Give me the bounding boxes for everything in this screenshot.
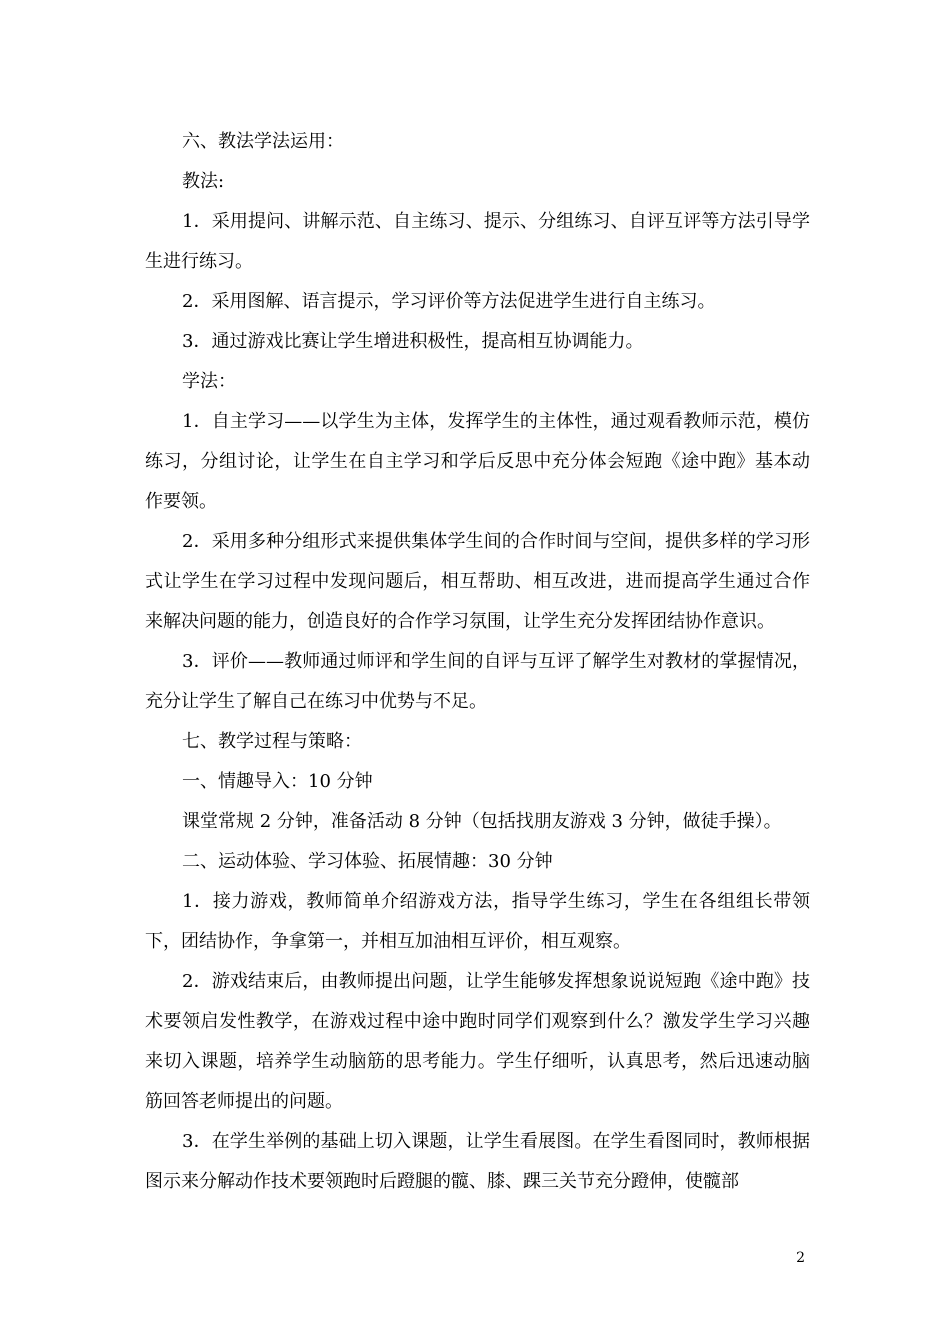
paragraph: 1．接力游戏，教师简单介绍游戏方法，指导学生练习，学生在各组组长带领下，团结协作，争拿第一，并相互加油相互评价，相互观察。 [145, 891, 810, 952]
paragraph: 1．自主学习——以学生为主体，发挥学生的主体性，通过观看教师示范，模仿练习，分组讨论，让学生在自主学习和学后反思中充分体会短跑《途中跑》基本动作要领。 [145, 411, 810, 512]
paragraph: 1．采用提问、讲解示范、自主练习、提示、分组练习、自评互评等方法引导学生进行练习。 [145, 211, 810, 272]
paragraph: 2．采用多种分组形式来提供集体学生间的合作时间与空间，提供多样的学习形式让学生在学习过程中发现问题后，相互帮助、相互改进，进而提高学生通过合作来解决问题的能力，创造良好的合作学习氛围，让学生充分发挥团结协作意识。 [145, 531, 810, 632]
section-heading-teaching-methods: 六、教法学法运用： [182, 131, 344, 152]
paragraph: 3．通过游戏比赛让学生增进积极性，提高相互协调能力。 [182, 331, 644, 352]
subheading-experience: 二、运动体验、学习体验、拓展情趣：30 分钟 [182, 851, 553, 872]
section-heading-teaching-process: 七、教学过程与策略： [182, 731, 362, 752]
paragraph: 2．游戏结束后，由教师提出问题，让学生能够发挥想象说说短跑《途中跑》技术要领启发性教学，在游戏过程中途中跑时同学们观察到什么？激发学生学习兴趣来切入课题，培养学生动脑筋的思考能力。学生仔细听，认真思考，然后迅速动脑筋回答老师提出的问题。 [145, 971, 810, 1112]
subheading-learning: 学法： [182, 371, 236, 392]
paragraph: 课堂常规 2 分钟，准备活动 8 分钟（包括找朋友游戏 3 分钟，做徒手操）。 [182, 811, 782, 832]
document-body [145, 122, 810, 1202]
paragraph: 3．在学生举例的基础上切入课题，让学生看展图。在学生看图同时，教师根据图示来分解动作技术要领跑时后蹬腿的髋、膝、踝三关节充分蹬伸，使髋部 [145, 1131, 810, 1192]
page-number: 2 [796, 1250, 805, 1266]
paragraph: 3．评价——教师通过师评和学生间的自评与互评了解学生对教材的掌握情况，充分让学生了解自己在练习中优势与不足。 [145, 651, 810, 712]
subheading-intro: 一、情趣导入：10 分钟 [182, 771, 373, 792]
subheading-teaching: 教法: [182, 171, 225, 192]
paragraph: 2．采用图解、语言提示，学习评价等方法促进学生进行自主练习。 [182, 291, 716, 312]
